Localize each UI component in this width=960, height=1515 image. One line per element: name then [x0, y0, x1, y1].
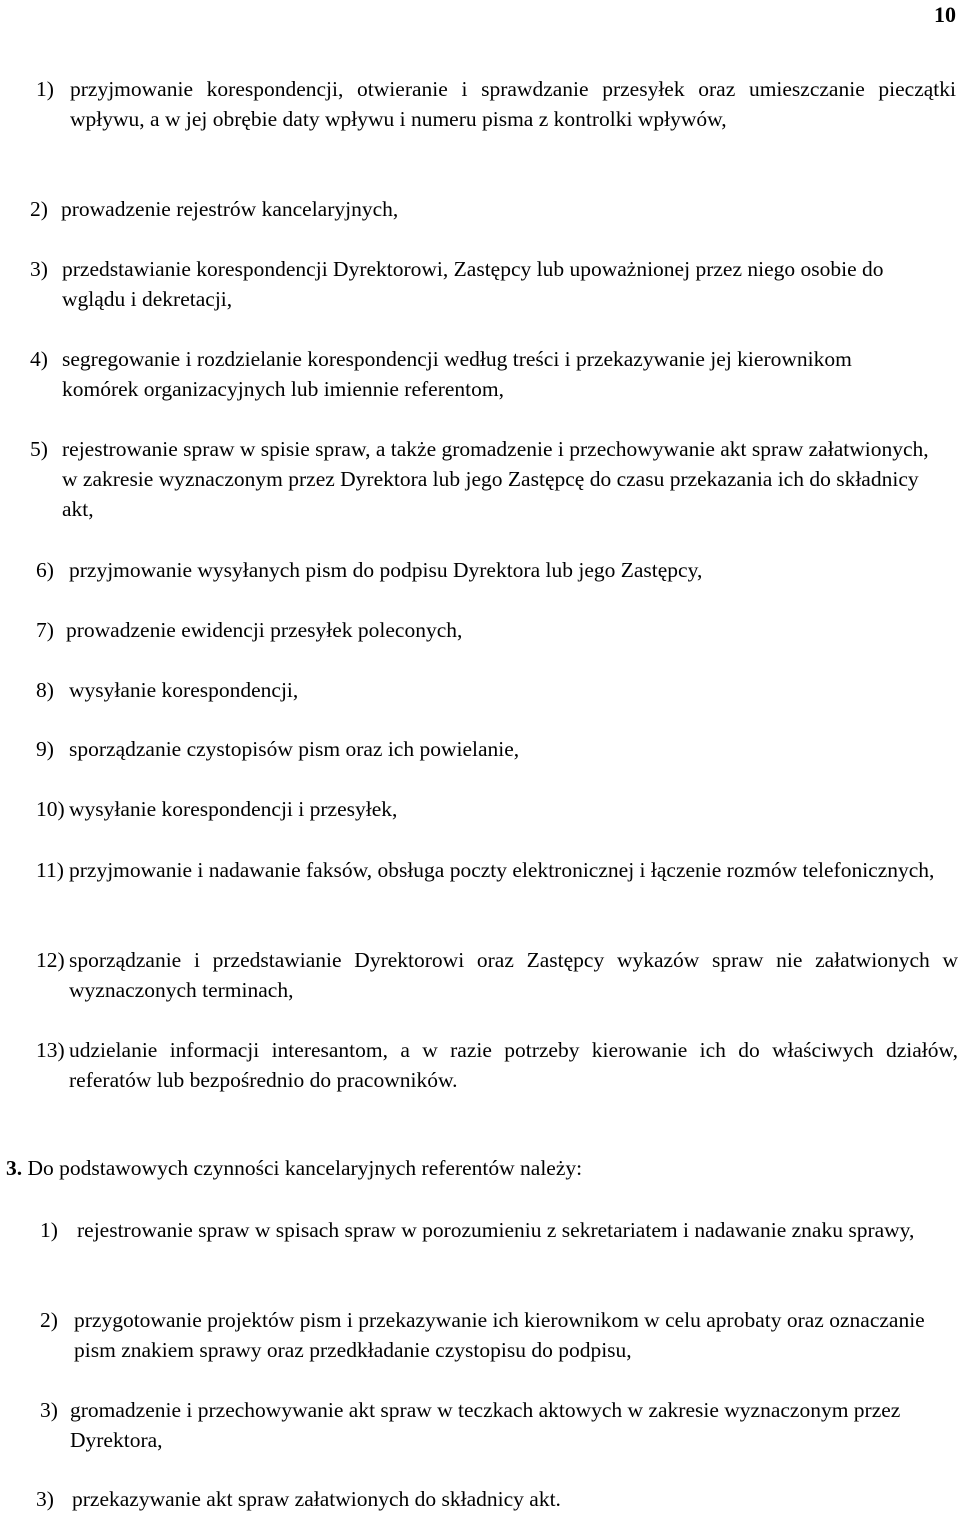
- item-number: 1): [40, 1218, 58, 1242]
- item-text: przygotowanie projektów pism i przekazywanie ich kierownikom w celu aprobaty oraz oznaczanie pism znakiem sprawy oraz przedkładanie czystopisu do podpisu,: [74, 1308, 925, 1362]
- item-text: rejestrowanie spraw w spisie spraw, a także gromadzenie i przechowywanie akt spraw załatwionych, w zakresie wyznaczonym przez Dyrektora lub jego Zastępcę do czasu przekazania ich do składnicy akt,: [62, 437, 929, 521]
- list-item: [30, 434, 930, 524]
- item-text: prowadzenie ewidencji przesyłek poleconych,: [66, 618, 463, 642]
- item-number: 2): [40, 1308, 58, 1332]
- list-item: [36, 1035, 958, 1095]
- list-item: [36, 1484, 936, 1514]
- item-text: segregowanie i rozdzielanie korespondencji według treści i przekazywanie jej kierownikom komórek organizacyjnych lub imiennie referentom,: [62, 347, 852, 401]
- item-text: sporządzanie i przedstawianie Dyrektorowi oraz Zastępcy wykazów spraw nie załatwionych w wyznaczonych terminach,: [69, 948, 958, 1002]
- item-text: wysyłanie korespondencji i przesyłek,: [69, 797, 398, 821]
- list-item: [40, 1395, 940, 1455]
- item-number: 13): [36, 1038, 65, 1062]
- item-number: 3): [40, 1398, 58, 1422]
- list-item: [30, 254, 900, 314]
- item-number: 6): [36, 558, 54, 582]
- item-number: 1): [36, 77, 54, 101]
- item-number: 7): [36, 618, 54, 642]
- item-text: przyjmowanie wysyłanych pism do podpisu Dyrektora lub jego Zastępcy,: [69, 558, 703, 582]
- item-text: sporządzanie czystopisów pism oraz ich powielanie,: [69, 737, 520, 761]
- section-number: 3.: [6, 1156, 23, 1180]
- item-number: 12): [36, 948, 65, 972]
- list-item: [36, 945, 958, 1005]
- section-heading-text: Do podstawowych czynności kancelaryjnych referentów należy:: [27, 1156, 583, 1180]
- list-item: [30, 194, 950, 224]
- item-number: 5): [30, 437, 48, 461]
- item-text: przyjmowanie i nadawanie faksów, obsługa poczty elektronicznej i łączenie rozmów telefonicznych,: [69, 858, 935, 882]
- item-text: prowadzenie rejestrów kancelaryjnych,: [61, 197, 399, 221]
- section-heading: [6, 1153, 582, 1183]
- item-number: 3): [36, 1487, 54, 1511]
- list-item: [36, 74, 956, 134]
- item-number: 11): [36, 858, 64, 882]
- page-number: 10: [934, 2, 956, 27]
- list-item: [36, 734, 936, 764]
- item-number: 3): [30, 257, 48, 281]
- list-item: [40, 1305, 950, 1365]
- list-item: [36, 675, 936, 705]
- item-number: 4): [30, 347, 48, 371]
- list-item: [36, 794, 936, 824]
- item-text: gromadzenie i przechowywanie akt spraw w teczkach aktowych w zakresie wyznaczonym przez Dyrektora,: [70, 1398, 901, 1452]
- item-text: rejestrowanie spraw w spisach spraw w porozumieniu z sekretariatem i nadawanie znaku sprawy,: [77, 1218, 915, 1242]
- item-number: 9): [36, 737, 54, 761]
- item-text: przedstawianie korespondencji Dyrektorowi, Zastępcy lub upoważnionej przez niego osobie do wglądu i dekretacji,: [62, 257, 884, 311]
- item-text: wysyłanie korespondencji,: [69, 678, 299, 702]
- list-item: [36, 855, 958, 885]
- list-item: [40, 1215, 950, 1245]
- list-item: [36, 615, 936, 645]
- item-text: przekazywanie akt spraw załatwionych do składnicy akt.: [72, 1487, 561, 1511]
- list-item: [36, 555, 936, 585]
- item-text: przyjmowanie korespondencji, otwieranie i sprawdzanie przesyłek oraz umieszczanie pieczątki wpływu, a w jej obrębie daty wpływu i numeru pisma z kontrolki wpływów,: [70, 77, 956, 131]
- item-number: 10): [36, 797, 65, 821]
- item-number: 2): [30, 197, 48, 221]
- list-item: [30, 344, 910, 404]
- item-number: 8): [36, 678, 54, 702]
- item-text: udzielanie informacji interesantom, a w razie potrzeby kierowanie ich do właściwych działów, referatów lub bezpośrednio do pracowników.: [69, 1038, 958, 1092]
